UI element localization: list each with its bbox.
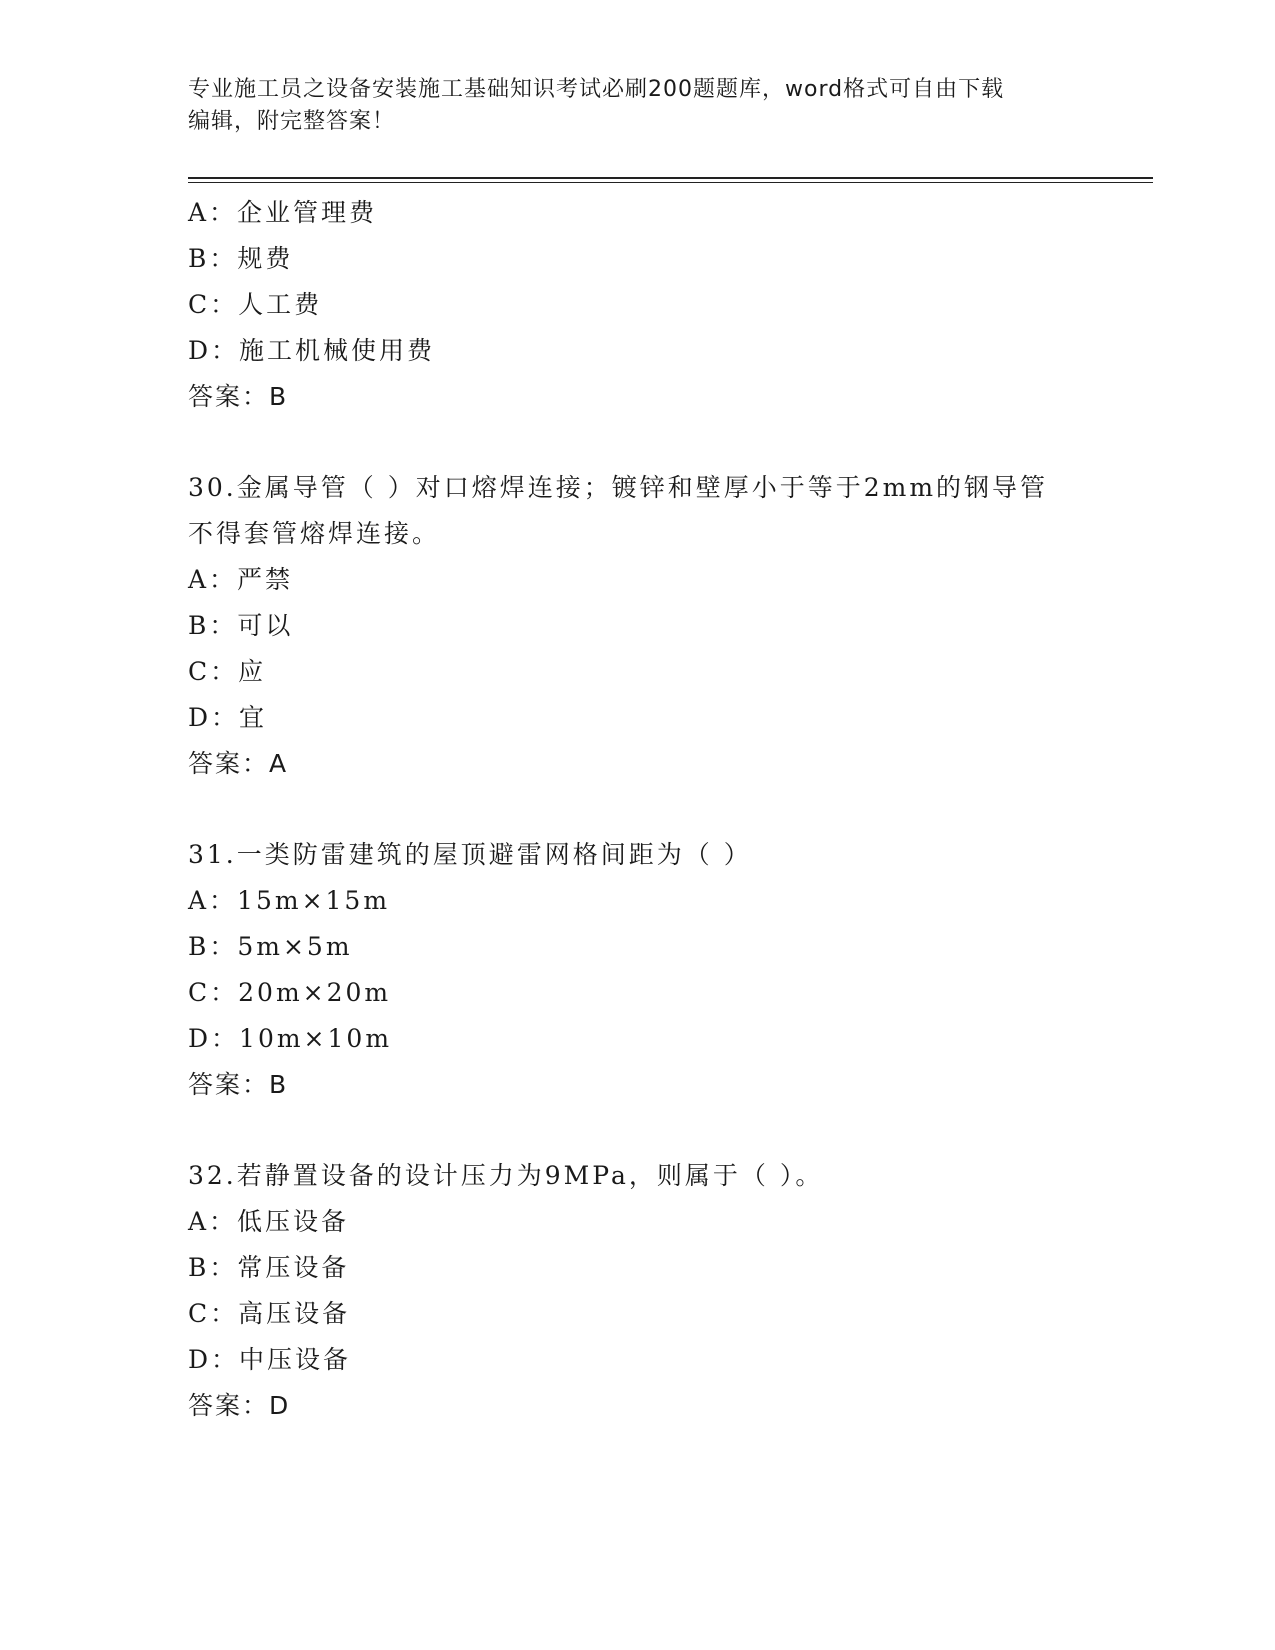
option-a: A：企业管理费 (188, 198, 378, 227)
header-rule-thick (188, 177, 1153, 179)
question-stem: 30.金属导管（ ）对口熔焊连接；镀锌和壁厚小于等于2mm的钢导管 (188, 473, 1049, 502)
option-a: A：严禁 (188, 565, 294, 594)
option-d: D：施工机械使用费 (188, 336, 436, 365)
option-d: D：宜 (188, 703, 268, 732)
option-c: C：20m×20m (188, 978, 392, 1007)
question-block (188, 1153, 1088, 1429)
question-block (188, 832, 1088, 1108)
question-stem: 32.若静置设备的设计压力为9MPa，则属于（ ）。 (188, 1161, 824, 1190)
answer-line: 答案：B (188, 1070, 289, 1099)
header-line-2: 编辑，附完整答案！ (188, 109, 396, 134)
option-a: A：15m×15m (188, 886, 391, 915)
option-d: D：中压设备 (188, 1345, 352, 1374)
question-stem-continued: 不得套管熔焊连接。 (188, 519, 441, 548)
option-b: B：5m×5m (188, 932, 353, 961)
option-c: C：高压设备 (188, 1299, 351, 1328)
option-b: B：常压设备 (188, 1253, 350, 1282)
question-stem: 31.一类防雷建筑的屋顶避雷网格间距为（ ） (188, 840, 752, 869)
option-d: D：10m×10m (188, 1024, 393, 1053)
document-header (188, 74, 1088, 138)
question-block (188, 465, 1088, 787)
option-c: C：人工费 (188, 290, 323, 319)
question-list (188, 190, 1088, 1429)
header-rule-thin (188, 182, 1153, 183)
option-c: C：应 (188, 657, 267, 686)
header-line-1: 专业施工员之设备安装施工基础知识考试必刷200题题库，word格式可自由下载 (188, 77, 1005, 102)
answer-line: 答案：B (188, 382, 289, 411)
option-a: A：低压设备 (188, 1207, 350, 1236)
option-b: B：规费 (188, 244, 294, 273)
question-block (188, 190, 1088, 420)
option-b: B：可以 (188, 611, 294, 640)
answer-line: 答案：A (188, 749, 289, 778)
answer-line: 答案：D (188, 1391, 291, 1420)
